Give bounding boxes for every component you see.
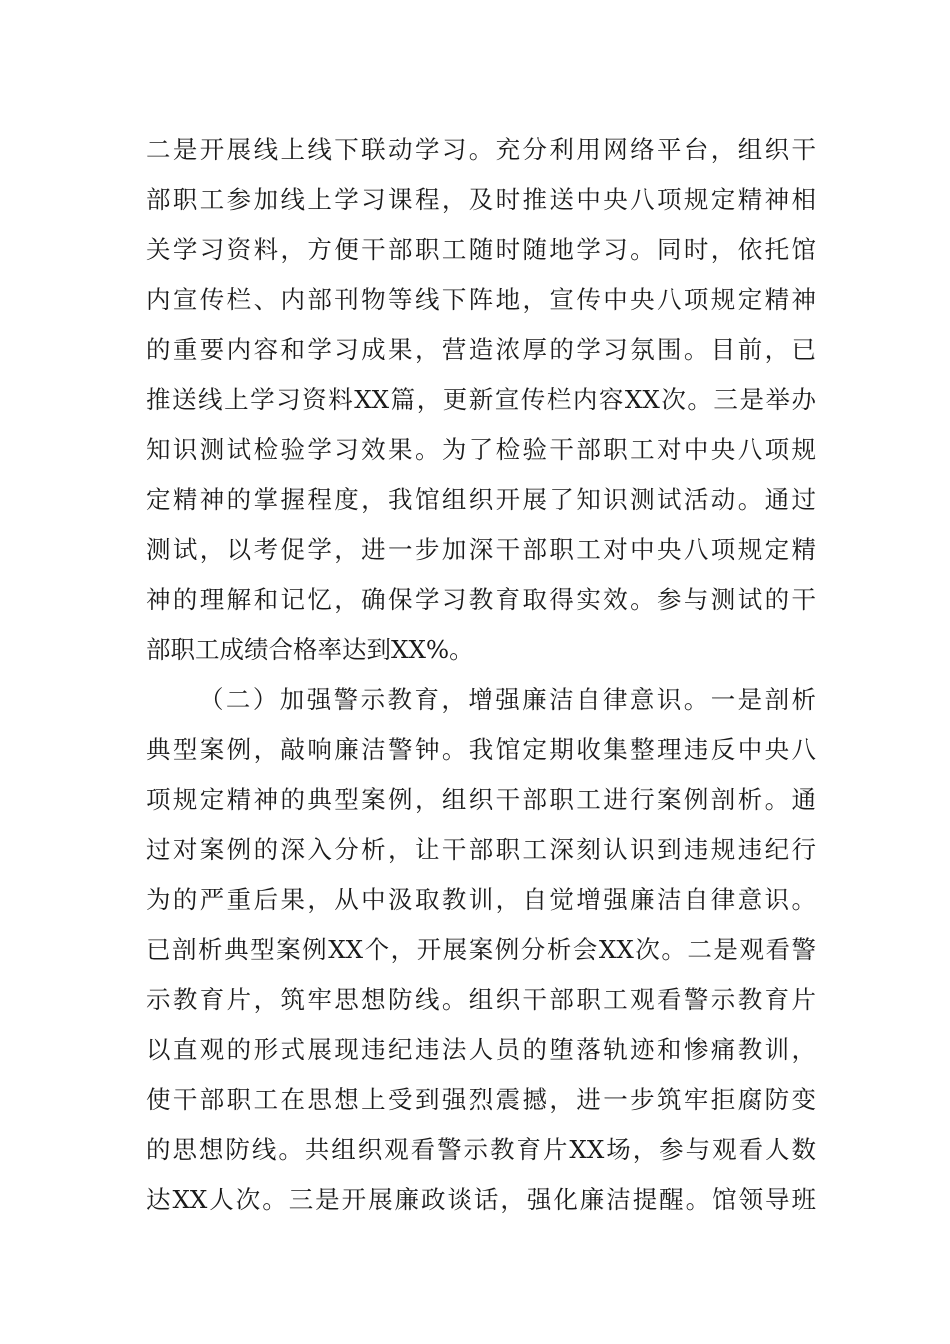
text-line: 二是开展线上线下联动学习。充分利用网络平台，组织干: [146, 135, 816, 164]
text-line: 知识测试检验学习效果。为了检验干部职工对中央八项规: [146, 435, 816, 464]
text-line: 内宣传栏、内部刊物等线下阵地，宣传中央八项规定精神: [146, 285, 816, 314]
text-line: 测试，以考促学，进一步加深干部职工对中央八项规定精: [146, 535, 816, 564]
text-line: 达XX人次。三是开展廉政谈话，强化廉洁提醒。馆领导班: [146, 1185, 816, 1214]
text-line: 以直观的形式展现违纪违法人员的堕落轨迹和惨痛教训，: [146, 1035, 816, 1064]
text-line: 部职工参加线上学习课程，及时推送中央八项规定精神相: [146, 185, 816, 214]
text-line: 为的严重后果，从中汲取教训，自觉增强廉洁自律意识。: [146, 885, 816, 914]
text-line: 示教育片，筑牢思想防线。组织干部职工观看警示教育片: [146, 985, 816, 1014]
text-line: 使干部职工在思想上受到强烈震撼，进一步筑牢拒腐防变: [146, 1085, 816, 1114]
text-line: 已剖析典型案例XX个，开展案例分析会XX次。二是观看警: [146, 935, 816, 964]
text-line: 神的理解和记忆，确保学习教育取得实效。参与测试的干: [146, 585, 816, 614]
text-line: 过对案例的深入分析，让干部职工深刻认识到违规违纪行: [146, 835, 816, 864]
text-line: 推送线上学习资料XX篇，更新宣传栏内容XX次。三是举办: [146, 385, 816, 414]
text-line: 项规定精神的典型案例，组织干部职工进行案例剖析。通: [146, 785, 816, 814]
text-line: 定精神的掌握程度，我馆组织开展了知识测试活动。通过: [146, 485, 816, 514]
text-line: 的思想防线。共组织观看警示教育片XX场，参与观看人数: [146, 1135, 816, 1164]
section-heading-line: （二）加强警示教育，增强廉洁自律意识。一是剖析: [199, 685, 816, 714]
text-line: 的重要内容和学习成果，营造浓厚的学习氛围。目前，已: [146, 335, 816, 364]
text-line: 关学习资料，方便干部职工随时随地学习。同时，依托馆: [146, 235, 816, 264]
text-line: 典型案例，敲响廉洁警钟。我馆定期收集整理违反中央八: [146, 735, 816, 764]
text-line: 部职工成绩合格率达到XX%。: [146, 635, 474, 664]
